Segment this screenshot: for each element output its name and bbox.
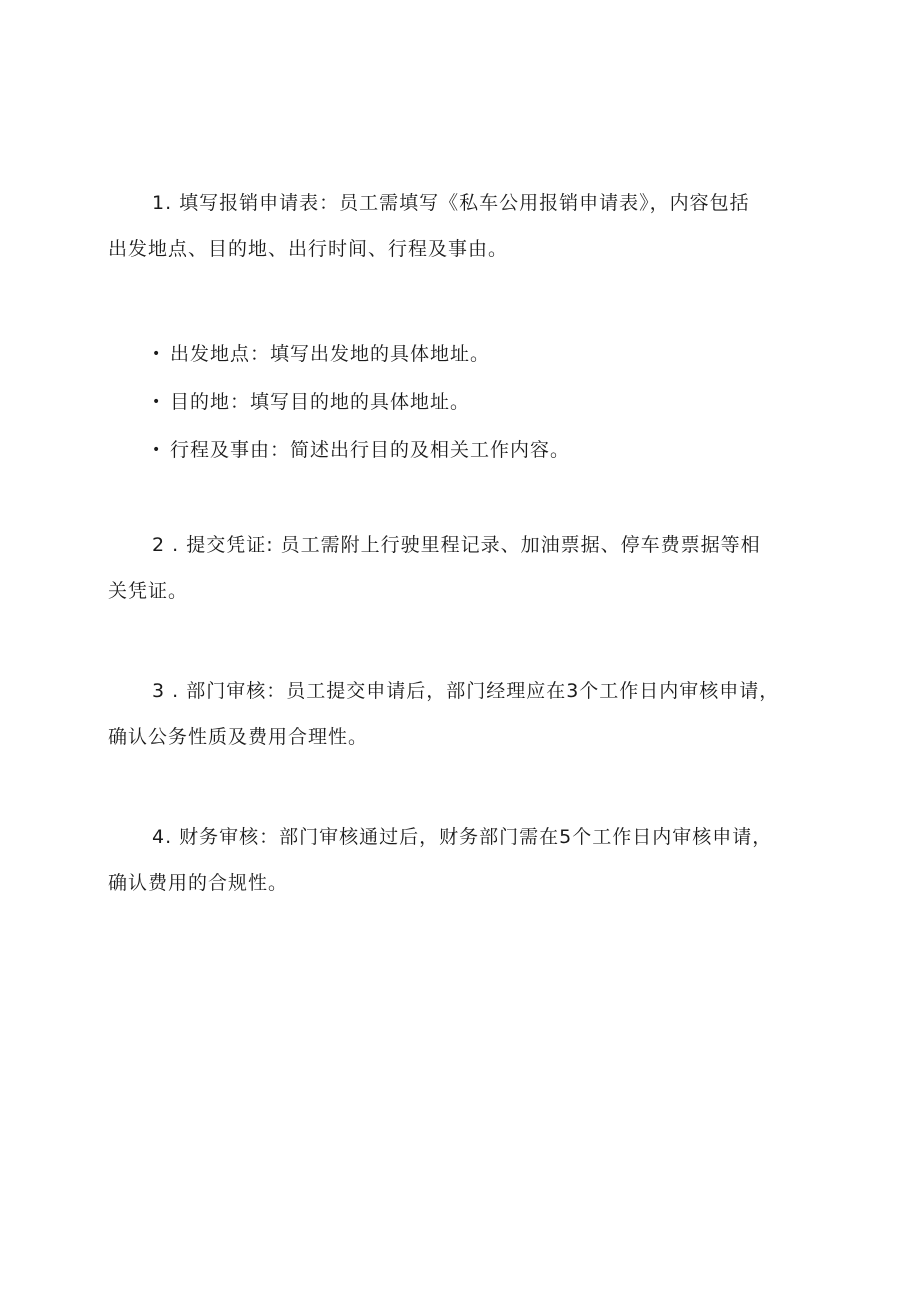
field-bullet-list [152, 330, 570, 474]
step-3-line-2: 确认公务性质及费用合理性。 [108, 726, 369, 748]
bullet-text: 目的地：填写目的地的具体地址。 [170, 391, 471, 413]
step-1-paragraph [108, 180, 828, 272]
bullet-item-destination [152, 378, 570, 426]
step-1-line-1: 1. 填写报销申请表：员工需填写《私车公用报销申请表》，内容包括 [152, 192, 750, 214]
bullet-text: 行程及事由：简述出行目的及相关工作内容。 [170, 439, 571, 461]
step-4-line-2: 确认费用的合规性。 [108, 872, 289, 894]
step-2-line-2: 关凭证。 [108, 580, 189, 602]
step-3-paragraph [108, 668, 828, 760]
step-1-line-2: 出发地点、目的地、出行时间、行程及事由。 [108, 238, 509, 260]
bullet-marker: • [152, 394, 162, 410]
step-3-line-1: 3 . 部门审核：员工提交申请后，部门经理应在3个工作日内审核申请， [152, 680, 780, 702]
step-4-paragraph [108, 814, 828, 906]
bullet-marker: • [152, 346, 162, 362]
bullet-item-departure [152, 330, 570, 378]
bullet-item-purpose [152, 426, 570, 474]
step-2-line-1: 2 . 提交凭证: 员工需附上行驶里程记录、加油票据、停车费票据等相 [152, 534, 761, 556]
bullet-marker: • [152, 442, 162, 458]
step-2-paragraph [108, 522, 828, 614]
step-4-line-1: 4. 财务审核：部门审核通过后，财务部门需在5个工作日内审核申请， [152, 826, 773, 848]
bullet-text: 出发地点：填写出发地的具体地址。 [170, 343, 491, 365]
